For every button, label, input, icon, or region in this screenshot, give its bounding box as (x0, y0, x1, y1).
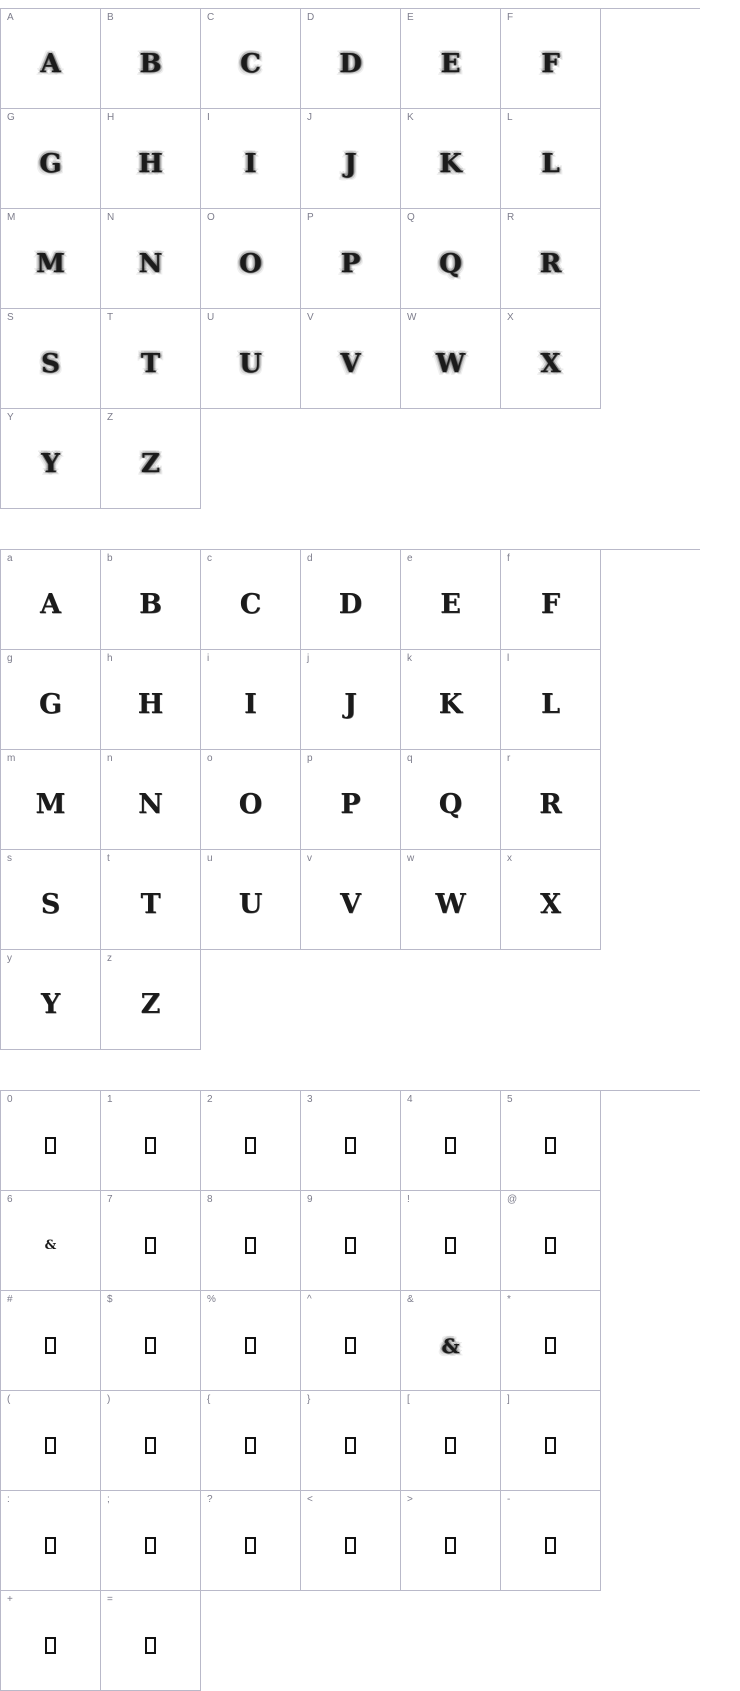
glyph-cell-label: X (507, 312, 514, 323)
glyph-cell-label: } (307, 1394, 311, 1405)
glyph-cell-label: a (7, 553, 13, 564)
notdef-box-icon (145, 1337, 156, 1354)
glyph-cell-label: M (7, 212, 16, 223)
glyph-cell-label: { (207, 1394, 211, 1405)
glyph-cell[interactable] (301, 1391, 401, 1491)
glyph-cell[interactable] (1, 1591, 101, 1691)
glyph-cell[interactable] (201, 1391, 301, 1491)
glyph-cell[interactable] (401, 1291, 501, 1391)
glyph-preview: P (340, 789, 361, 820)
glyph-preview (201, 1191, 300, 1290)
symbols-block (0, 1090, 740, 1691)
glyph-cell[interactable] (1, 550, 101, 650)
glyph-preview (101, 1591, 200, 1690)
glyph-cell-label: < (307, 1494, 313, 1505)
notdef-box-icon (245, 1537, 256, 1554)
notdef-box-icon (445, 1537, 456, 1554)
glyph-cell-label: ? (207, 1494, 213, 1505)
glyph-cell-label: k (407, 653, 412, 664)
glyph-cell[interactable] (1, 1191, 101, 1291)
glyph-cell[interactable] (201, 209, 301, 309)
notdef-box-icon (345, 1237, 356, 1254)
glyph-cell-label: s (7, 853, 12, 864)
glyph-preview (301, 1091, 400, 1190)
notdef-box-icon (45, 1137, 56, 1154)
glyph-cell-label: ( (7, 1394, 11, 1405)
glyph-cell-label: V (307, 312, 314, 323)
glyph-cell[interactable] (301, 109, 401, 209)
glyph-preview: R (539, 789, 562, 820)
glyph-cell-label: - (507, 1494, 511, 1505)
glyph-preview: N (138, 789, 163, 820)
glyph-cell-label: b (107, 553, 113, 564)
glyph-cell[interactable] (101, 1191, 201, 1291)
symbols-block-grid (0, 1090, 700, 1691)
glyph-preview (401, 1391, 500, 1490)
glyph-preview (501, 1391, 600, 1490)
glyph-cell-empty (201, 950, 301, 1050)
glyph-preview: E (440, 48, 461, 79)
glyph-cell-label: $ (107, 1294, 113, 1305)
glyph-preview: P (340, 248, 361, 279)
notdef-box-icon (245, 1337, 256, 1354)
glyph-cell-label: 9 (307, 1194, 313, 1205)
glyph-preview (201, 1291, 300, 1390)
block-spacer (0, 1050, 700, 1090)
glyph-preview: Y (41, 448, 60, 479)
glyph-cell-label: % (207, 1294, 216, 1305)
glyph-cell-label: > (407, 1494, 413, 1505)
glyph-cell[interactable] (201, 1091, 301, 1191)
glyph-cell-label: Z (107, 412, 114, 423)
glyph-preview (301, 1391, 400, 1490)
glyph-preview (101, 1491, 200, 1590)
glyph-cell[interactable] (201, 750, 301, 850)
notdef-box-icon (145, 1637, 156, 1654)
glyph-preview: T (140, 348, 161, 379)
glyph-preview (201, 1491, 300, 1590)
glyph-cell[interactable] (301, 209, 401, 309)
notdef-box-icon (445, 1137, 456, 1154)
glyph-cell[interactable] (201, 1291, 301, 1391)
glyph-cell-label: o (207, 753, 213, 764)
glyph-cell[interactable] (301, 550, 401, 650)
glyph-preview (301, 1191, 400, 1290)
notdef-box-icon (145, 1137, 156, 1154)
glyph-cell[interactable] (1, 750, 101, 850)
glyph-cell-label: z (107, 953, 112, 964)
glyph-preview: O (239, 248, 262, 279)
glyph-cell[interactable] (401, 1391, 501, 1491)
glyph-preview (401, 1491, 500, 1590)
glyph-cell-label: # (7, 1294, 13, 1305)
glyph-cell[interactable] (401, 309, 501, 409)
glyph-cell[interactable] (301, 1191, 401, 1291)
glyph-preview (1, 1491, 100, 1590)
notdef-box-icon (145, 1537, 156, 1554)
glyph-preview: M (35, 789, 66, 820)
glyph-cell[interactable] (1, 309, 101, 409)
uppercase-block (0, 8, 740, 509)
glyph-cell-label: ^ (307, 1294, 312, 1305)
glyph-cell[interactable] (501, 1291, 601, 1391)
glyph-preview: S (40, 889, 61, 920)
glyph-cell-label: d (307, 553, 313, 564)
glyph-cell-label: ) (107, 1394, 111, 1405)
lowercase-block (0, 549, 740, 1050)
glyph-preview (301, 1291, 400, 1390)
glyph-cell-label: ! (407, 1194, 410, 1205)
glyph-cell[interactable] (1, 209, 101, 309)
glyph-preview: L (541, 689, 560, 720)
glyph-preview: R (539, 248, 562, 279)
glyph-cell-label: m (7, 753, 16, 764)
notdef-box-icon (545, 1237, 556, 1254)
glyph-cell-empty (201, 409, 301, 509)
glyph-cell-label: & (407, 1294, 414, 1305)
glyph-cell-label: Y (7, 412, 14, 423)
glyph-cell-label: Q (407, 212, 415, 223)
glyph-preview: Q (438, 789, 463, 820)
glyph-cell-label: + (7, 1594, 13, 1605)
uppercase-block-grid (0, 8, 700, 509)
notdef-box-icon (245, 1437, 256, 1454)
glyph-preview: X (540, 348, 561, 379)
glyph-preview: H (138, 148, 163, 179)
glyph-cell[interactable] (101, 409, 201, 509)
glyph-cell[interactable] (101, 1491, 201, 1591)
glyph-preview (501, 1191, 600, 1290)
glyph-preview (501, 1491, 600, 1590)
glyph-preview (201, 1091, 300, 1190)
glyph-cell-label: l (507, 653, 510, 664)
glyph-cell[interactable] (501, 850, 601, 950)
glyph-cell-label: 8 (207, 1194, 213, 1205)
glyph-cell[interactable] (401, 1091, 501, 1191)
glyph-cell-label: h (107, 653, 113, 664)
glyph-cell[interactable] (401, 850, 501, 950)
glyph-preview: B (139, 48, 162, 79)
notdef-box-icon (245, 1237, 256, 1254)
notdef-box-icon (445, 1237, 456, 1254)
glyph-cell[interactable] (201, 9, 301, 109)
glyph-cell-label: g (7, 653, 13, 664)
glyph-preview: F (541, 48, 560, 79)
notdef-box-icon (345, 1137, 356, 1154)
glyph-preview: D (338, 589, 363, 620)
glyph-cell[interactable] (501, 1491, 601, 1591)
glyph-cell-label: r (507, 753, 511, 764)
glyph-preview: C (239, 589, 262, 620)
glyph-cell-label: E (407, 12, 414, 23)
glyph-cell-label: @ (507, 1194, 518, 1205)
glyph-cell-label: W (407, 312, 417, 323)
glyph-preview: W (435, 889, 466, 920)
glyph-cell[interactable] (501, 550, 601, 650)
glyph-cell-label: j (307, 653, 310, 664)
glyph-cell[interactable] (401, 650, 501, 750)
glyph-preview (501, 1291, 600, 1390)
glyph-cell-label: ] (507, 1394, 510, 1405)
glyph-cell[interactable] (101, 550, 201, 650)
notdef-box-icon (245, 1137, 256, 1154)
glyph-preview: K (438, 689, 463, 720)
glyph-preview: V (340, 348, 361, 379)
glyph-preview: A (40, 589, 61, 620)
glyph-cell[interactable] (501, 9, 601, 109)
glyph-preview: M (36, 248, 65, 279)
glyph-preview (1, 1291, 100, 1390)
glyph-cell[interactable] (101, 1091, 201, 1191)
glyph-cell-label: p (307, 753, 313, 764)
glyph-preview: B (139, 589, 162, 620)
glyph-cell-label: 4 (407, 1094, 413, 1105)
glyph-cell[interactable] (201, 650, 301, 750)
glyph-cell-label: c (207, 553, 212, 564)
glyph-preview: G (38, 689, 63, 720)
glyph-cell[interactable] (301, 309, 401, 409)
glyph-preview: Z (140, 989, 161, 1020)
glyph-preview (101, 1391, 200, 1490)
glyph-preview: S (41, 348, 60, 379)
glyph-cell[interactable] (101, 650, 201, 750)
glyph-cell-label: J (307, 112, 312, 123)
glyph-cell-label: T (107, 312, 114, 323)
glyph-cell[interactable] (101, 1591, 201, 1691)
notdef-box-icon (345, 1537, 356, 1554)
glyph-cell[interactable] (401, 109, 501, 209)
glyph-cell-label: I (207, 112, 210, 123)
glyph-cell[interactable] (201, 550, 301, 650)
glyph-cell-label: x (507, 853, 512, 864)
glyph-cell[interactable] (101, 9, 201, 109)
glyph-preview: D (339, 48, 362, 79)
glyph-cell[interactable] (201, 1191, 301, 1291)
glyph-preview (101, 1291, 200, 1390)
glyph-cell[interactable] (501, 750, 601, 850)
notdef-box-icon (45, 1637, 56, 1654)
glyph-cell[interactable] (501, 1391, 601, 1491)
glyph-cell[interactable] (401, 9, 501, 109)
glyph-cell-label: q (407, 753, 413, 764)
glyph-cell[interactable] (301, 1491, 401, 1591)
glyph-cell[interactable] (1, 1391, 101, 1491)
glyph-cell[interactable] (201, 1491, 301, 1591)
glyph-blocks-container (0, 8, 740, 1691)
glyph-preview: L (541, 148, 560, 179)
glyph-cell[interactable] (1, 650, 101, 750)
glyph-cell-label: t (107, 853, 110, 864)
glyph-preview: E (440, 589, 461, 620)
glyph-cell-label: n (107, 753, 113, 764)
glyph-cell-label: P (307, 212, 314, 223)
glyph-preview (301, 1491, 400, 1590)
glyph-cell[interactable] (101, 209, 201, 309)
notdef-box-icon (345, 1437, 356, 1454)
glyph-preview (501, 1091, 600, 1190)
glyph-cell-label: 1 (107, 1094, 113, 1105)
glyph-preview: U (239, 348, 262, 379)
glyph-preview: Z (141, 448, 160, 479)
glyph-cell-label: e (407, 553, 413, 564)
glyph-cell[interactable] (101, 1291, 201, 1391)
glyph-preview: A (40, 48, 61, 79)
glyph-preview (401, 1191, 500, 1290)
glyph-cell[interactable] (301, 9, 401, 109)
glyph-cell[interactable] (501, 650, 601, 750)
glyph-cell-label: 2 (207, 1094, 213, 1105)
glyph-cell-label: y (7, 953, 12, 964)
glyph-preview: & (44, 1238, 57, 1253)
top-spacer (0, 0, 740, 8)
glyph-preview: I (244, 148, 257, 179)
glyph-preview: V (340, 889, 361, 920)
glyph-preview (101, 1091, 200, 1190)
glyph-preview: J (344, 689, 357, 720)
glyph-preview (101, 1191, 200, 1290)
glyph-cell[interactable] (401, 1191, 501, 1291)
notdef-box-icon (545, 1437, 556, 1454)
glyph-cell-label: i (207, 653, 210, 664)
glyph-cell[interactable] (501, 1191, 601, 1291)
glyph-cell[interactable] (101, 1391, 201, 1491)
glyph-cell-label: 3 (307, 1094, 313, 1105)
glyph-cell-label: F (507, 12, 514, 23)
glyph-preview: I (244, 689, 257, 720)
glyph-cell-label: S (7, 312, 14, 323)
glyph-cell[interactable] (1, 850, 101, 950)
glyph-cell-label: u (207, 853, 213, 864)
glyph-cell[interactable] (401, 750, 501, 850)
notdef-box-icon (545, 1137, 556, 1154)
glyph-preview: T (140, 889, 161, 920)
glyph-cell[interactable] (401, 550, 501, 650)
glyph-preview: O (238, 789, 263, 820)
glyph-cell[interactable] (301, 750, 401, 850)
glyph-cell[interactable] (101, 950, 201, 1050)
glyph-cell-label: w (407, 853, 415, 864)
notdef-box-icon (45, 1437, 56, 1454)
glyph-cell-label: f (507, 553, 510, 564)
glyph-cell-label: A (7, 12, 14, 23)
glyph-cell[interactable] (201, 109, 301, 209)
notdef-box-icon (145, 1237, 156, 1254)
glyph-cell-label: D (307, 12, 315, 23)
glyph-preview (401, 1091, 500, 1190)
glyph-cell-label: G (7, 112, 15, 123)
glyph-preview: W (435, 348, 466, 379)
glyph-cell[interactable] (501, 309, 601, 409)
glyph-cell[interactable] (1, 950, 101, 1050)
glyph-cell[interactable] (201, 309, 301, 409)
glyph-cell[interactable] (1, 1491, 101, 1591)
glyph-cell[interactable] (401, 1491, 501, 1591)
glyph-cell-label: : (7, 1494, 10, 1505)
glyph-cell-label: 5 (507, 1094, 513, 1105)
glyph-cell-label: N (107, 212, 115, 223)
glyph-cell-label: K (407, 112, 414, 123)
glyph-preview: & (441, 1333, 460, 1358)
glyph-cell[interactable] (301, 1091, 401, 1191)
glyph-cell[interactable] (1, 109, 101, 209)
glyph-preview: Q (439, 248, 462, 279)
glyph-cell[interactable] (301, 650, 401, 750)
glyph-cell-label: L (507, 112, 513, 123)
glyph-preview: Y (40, 989, 61, 1020)
glyph-cell[interactable] (101, 309, 201, 409)
glyph-cell[interactable] (1, 1291, 101, 1391)
glyph-cell-label: 0 (7, 1094, 13, 1105)
lowercase-block-grid (0, 549, 700, 1050)
glyph-cell-label: 6 (7, 1194, 13, 1205)
glyph-cell-label: B (107, 12, 114, 23)
glyph-preview: N (138, 248, 163, 279)
glyph-cell[interactable] (501, 209, 601, 309)
glyph-cell-label: v (307, 853, 312, 864)
notdef-box-icon (345, 1337, 356, 1354)
glyph-preview: F (540, 589, 561, 620)
glyph-cell-label: = (107, 1594, 113, 1605)
glyph-preview: U (238, 889, 263, 920)
glyph-cell-label: ; (107, 1494, 110, 1505)
glyph-cell-label: 7 (107, 1194, 113, 1205)
glyph-cell[interactable] (301, 850, 401, 950)
glyph-cell-label: R (507, 212, 515, 223)
glyph-preview (1, 1091, 100, 1190)
glyph-preview (201, 1391, 300, 1490)
glyph-preview: J (344, 148, 357, 179)
glyph-cell[interactable] (301, 1291, 401, 1391)
glyph-preview: C (240, 48, 261, 79)
glyph-preview: X (540, 889, 561, 920)
glyph-cell-label: [ (407, 1394, 410, 1405)
glyph-cell[interactable] (501, 109, 601, 209)
notdef-box-icon (45, 1337, 56, 1354)
glyph-cell-label: C (207, 12, 215, 23)
glyph-preview (1, 1391, 100, 1490)
glyph-cell[interactable] (201, 850, 301, 950)
notdef-box-icon (145, 1437, 156, 1454)
notdef-box-icon (545, 1337, 556, 1354)
glyph-cell-label: U (207, 312, 215, 323)
block-spacer (0, 509, 700, 549)
glyph-cell[interactable] (101, 850, 201, 950)
glyph-cell[interactable] (101, 750, 201, 850)
glyph-preview (1, 1591, 100, 1690)
notdef-box-icon (45, 1537, 56, 1554)
notdef-box-icon (445, 1437, 456, 1454)
notdef-box-icon (545, 1537, 556, 1554)
glyph-cell[interactable] (1, 9, 101, 109)
glyph-preview: H (137, 689, 164, 720)
glyph-cell[interactable] (401, 209, 501, 309)
glyph-cell[interactable] (101, 109, 201, 209)
glyph-cell[interactable] (1, 1091, 101, 1191)
glyph-cell[interactable] (1, 409, 101, 509)
glyph-cell-label: H (107, 112, 115, 123)
glyph-cell-label: * (507, 1294, 511, 1305)
glyph-cell-label: O (207, 212, 215, 223)
glyph-preview: G (39, 148, 62, 179)
glyph-cell[interactable] (501, 1091, 601, 1191)
glyph-preview: K (439, 148, 462, 179)
